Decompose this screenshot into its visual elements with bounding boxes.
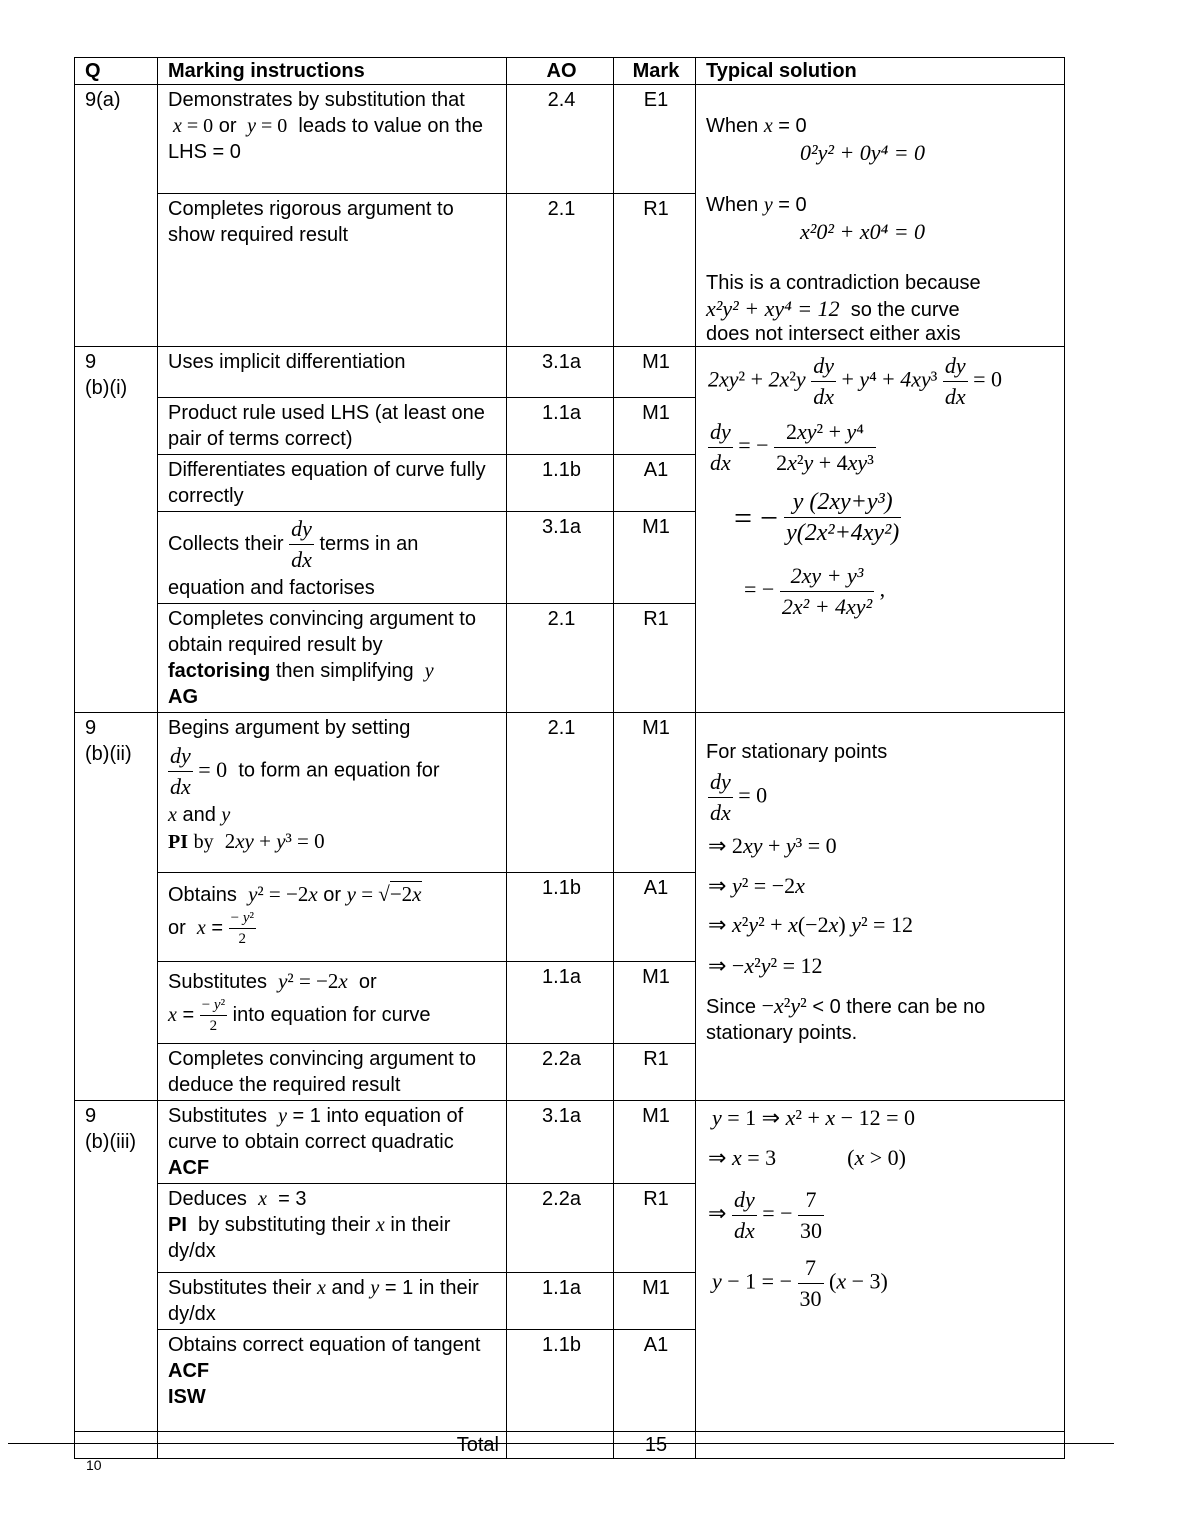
table-row	[75, 347, 1065, 398]
instruction-cell: Demonstrates by substitution that x = 0 or y = 0 leads to value on the LHS = 0	[158, 85, 507, 194]
ao-cell: 1.1b	[507, 1330, 614, 1432]
table-row	[75, 85, 1065, 194]
ao-cell: 2.1	[507, 713, 614, 873]
table-row	[75, 713, 1065, 873]
mark-cell: R1	[614, 1184, 696, 1273]
ao-cell: 1.1a	[507, 398, 614, 455]
solution-cell: y = 1 ⇒ x² + x − 12 = 0 ⇒ x = 3 (x > 0) ⇒ $\frac{dy}{dx}$ = − $\frac{7}{30}$ y − 1 = − $\frac{7}{30}$ (x − 3)	[696, 1101, 1065, 1432]
ao-cell: 3.1a	[507, 1101, 614, 1184]
total-row	[75, 1432, 1065, 1459]
ao-cell: 2.2a	[507, 1184, 614, 1273]
ao-cell: 1.1a	[507, 1273, 614, 1330]
instruction-cell: Substitutes their x and y = 1 in their dy/dx	[158, 1273, 507, 1330]
instruction-cell: Obtains y² = −2x or y = √−2x or x = $\frac{\text{− y²}}{2}$	[158, 873, 507, 962]
mark-cell: R1	[614, 194, 696, 347]
instruction-cell: Begins argument by setting $\frac{dy}{dx}$ = 0 to form an equation for x and y PI by 2xy + y³ = 0	[158, 713, 507, 873]
solution-cell: 2xy² + 2x²y $\frac{dy}{dx}$ + y⁴ + 4xy³ $\frac{dy}{dx}$ = 0 $\frac{dy}{dx}$ = − $\frac{\text{2xy² + y⁴}}{\text{2x²y + 4xy³}}$ = − $\frac{\text{y (2xy+y³)}}{\text{y(2x²+4xy²)}}$ = − $\frac{\text{2xy + y³}}{\text{2x² + 4xy²}}$ ,	[696, 347, 1065, 713]
instruction-cell: Obtains correct equation of tangent ACF ISW	[158, 1330, 507, 1432]
header-solution: Typical solution	[696, 58, 1065, 85]
instruction-cell: Product rule used LHS (at least one pair of terms correct)	[158, 398, 507, 455]
instruction-cell: Substitutes y = 1 into equation of curve to obtain correct quadratic ACF	[158, 1101, 507, 1184]
header-mark: Mark	[614, 58, 696, 85]
question-label: 9 (b)(i)	[75, 347, 158, 713]
mark-cell: A1	[614, 455, 696, 512]
mark-cell: R1	[614, 604, 696, 713]
mark-cell: M1	[614, 1101, 696, 1184]
ao-cell: 1.1b	[507, 455, 614, 512]
ao-cell: 2.2a	[507, 1044, 614, 1101]
footer-rule	[8, 1443, 1114, 1444]
instruction-cell: Differentiates equation of curve fully correctly	[158, 455, 507, 512]
mark-cell: M1	[614, 512, 696, 604]
header-instructions: Marking instructions	[158, 58, 507, 85]
table-row	[75, 1101, 1065, 1184]
ao-cell: 1.1a	[507, 962, 614, 1044]
instruction-cell: Uses implicit differentiation	[158, 347, 507, 398]
header-row	[75, 58, 1065, 85]
header-ao: AO	[507, 58, 614, 85]
question-label: 9 (b)(ii)	[75, 713, 158, 1101]
ao-cell: 1.1b	[507, 873, 614, 962]
instruction-cell: Deduces x = 3 PI by substituting their x in their dy/dx	[158, 1184, 507, 1273]
total-marks: 15	[614, 1432, 696, 1459]
total-label: Total	[158, 1432, 507, 1459]
instruction-cell: Completes convincing argument to deduce the required result	[158, 1044, 507, 1101]
ao-cell: 2.1	[507, 604, 614, 713]
mark-cell: M1	[614, 713, 696, 873]
header-q: Q	[75, 58, 158, 85]
ao-cell: 2.4	[507, 85, 614, 194]
ao-cell: 3.1a	[507, 512, 614, 604]
mark-cell: M1	[614, 962, 696, 1044]
mark-cell: A1	[614, 1330, 696, 1432]
solution-cell: When x = 0 0²y² + 0y⁴ = 0 When y = 0 x²0² + x0⁴ = 0 This is a contradiction because x²y² + xy⁴ = 12 so the curve does not intersect either axis	[696, 85, 1065, 347]
question-label: 9(a)	[75, 85, 158, 347]
instruction-cell: Collects their $\frac{dy}{dx}$ terms in an equation and factorises	[158, 512, 507, 604]
question-label: 9 (b)(iii)	[75, 1101, 158, 1432]
mark-cell: M1	[614, 347, 696, 398]
page-number: 10	[86, 1457, 102, 1473]
mark-cell: E1	[614, 85, 696, 194]
instruction-cell: Substitutes y² = −2x or x = $\frac{\text{− y²}}{2}$ into equation for curve	[158, 962, 507, 1044]
ao-cell: 3.1a	[507, 347, 614, 398]
mark-scheme-table	[74, 57, 1065, 1459]
instruction-cell: Completes rigorous argument to show required result	[158, 194, 507, 347]
mark-cell: A1	[614, 873, 696, 962]
mark-cell: M1	[614, 398, 696, 455]
instruction-cell: Completes convincing argument to obtain required result by factorising then simplifying y AG	[158, 604, 507, 713]
mark-cell: R1	[614, 1044, 696, 1101]
ao-cell: 2.1	[507, 194, 614, 347]
mark-cell: M1	[614, 1273, 696, 1330]
solution-cell: For stationary points $\frac{dy}{dx}$ = 0 ⇒ 2xy + y³ = 0 ⇒ y² = −2x ⇒ x²y² + x(−2x) y² = 12 ⇒ −x²y² = 12 Since −x²y² < 0 there can be no stationary points.	[696, 713, 1065, 1101]
